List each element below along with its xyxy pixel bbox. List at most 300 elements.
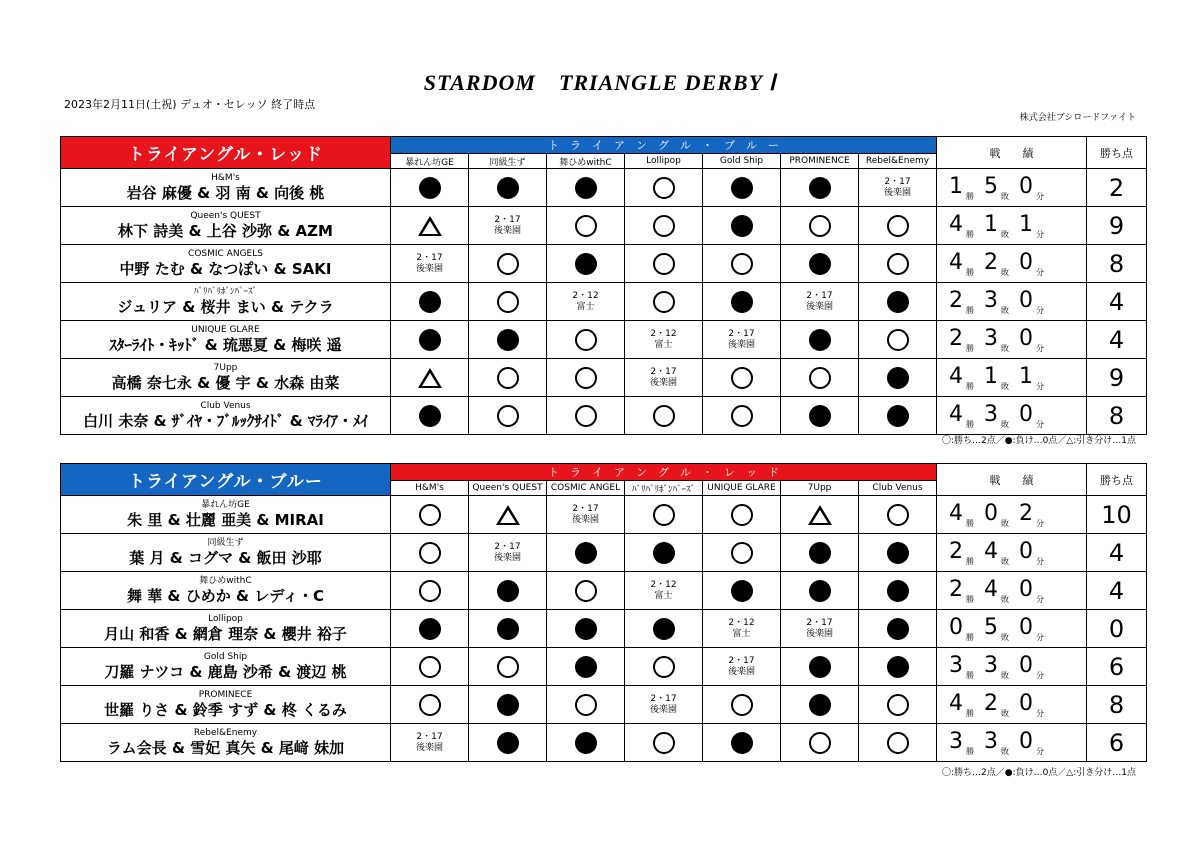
record-loss-count: 1 bbox=[984, 211, 998, 237]
result-cell bbox=[859, 207, 937, 245]
result-cell bbox=[391, 359, 469, 397]
win-circle-icon bbox=[497, 291, 519, 313]
loss-dot-icon bbox=[809, 580, 831, 602]
result-cell bbox=[625, 724, 703, 762]
match-date: 2・12 bbox=[572, 290, 599, 301]
scheduled-match bbox=[650, 367, 677, 389]
result-cell bbox=[859, 245, 937, 283]
record-draw-count: 0 bbox=[1019, 287, 1033, 313]
win-circle-icon bbox=[887, 504, 909, 526]
record-cell bbox=[937, 321, 1087, 359]
member-names: 白川 未奈 & ｻﾞｲﾔ・ﾌﾞﾙｯｸｻｲﾄﾞ & ﾏﾗｲｱ・ﾒｲ bbox=[83, 412, 368, 430]
scheduled-match bbox=[416, 253, 443, 275]
win-circle-icon bbox=[809, 367, 831, 389]
record-draw-label: 分 bbox=[1036, 556, 1044, 566]
result-cell bbox=[469, 359, 547, 397]
unit-name: Club Venus bbox=[200, 401, 251, 411]
points-value: 6 bbox=[1087, 648, 1147, 686]
match-date: 2・17 bbox=[806, 290, 833, 301]
record-win-count: 4 bbox=[949, 401, 963, 427]
match-date: 2・17 bbox=[650, 366, 677, 377]
loss-dot-icon bbox=[653, 618, 675, 640]
win-circle-icon bbox=[653, 405, 675, 427]
win-circle-icon bbox=[575, 367, 597, 389]
result-cell bbox=[547, 572, 625, 610]
member-names: 月山 和香 & 網倉 理奈 & 櫻井 裕子 bbox=[104, 625, 347, 643]
record-win-count: 2 bbox=[949, 287, 963, 313]
record-loss-label: 敗 bbox=[1001, 381, 1009, 391]
team-cell bbox=[61, 397, 391, 435]
match-venue: 後楽園 bbox=[805, 628, 833, 639]
result-cell bbox=[859, 572, 937, 610]
opponent-name: UNIQUE GLARE bbox=[703, 481, 781, 496]
win-circle-icon bbox=[731, 504, 753, 526]
record-draw-count: 2 bbox=[1019, 500, 1033, 526]
match-date: 2・12 bbox=[728, 617, 755, 628]
unit-name: 暴れん坊GE bbox=[201, 500, 250, 510]
team-cell bbox=[61, 572, 391, 610]
result-cell bbox=[781, 397, 859, 435]
opponent-name: Queen's QUEST bbox=[469, 481, 547, 496]
points-value: 10 bbox=[1087, 496, 1147, 534]
record-draw-label: 分 bbox=[1036, 518, 1044, 528]
win-circle-icon bbox=[887, 253, 909, 275]
scheduled-match bbox=[806, 291, 833, 313]
record-loss-count: 4 bbox=[984, 576, 998, 602]
record-draw-count: 0 bbox=[1019, 538, 1033, 564]
result-cell bbox=[391, 207, 469, 245]
loss-dot-icon bbox=[497, 329, 519, 351]
record-draw-label: 分 bbox=[1036, 343, 1044, 353]
loss-dot-icon bbox=[419, 177, 441, 199]
opponent-name: ﾊﾞﾘﾊﾞﾘﾎﾞﾝﾊﾞｰｽﾞ bbox=[625, 481, 703, 496]
win-circle-icon bbox=[653, 291, 675, 313]
result-cell bbox=[625, 572, 703, 610]
result-cell bbox=[625, 397, 703, 435]
record-win-label: 勝 bbox=[966, 419, 974, 429]
result-cell bbox=[469, 648, 547, 686]
win-circle-icon bbox=[653, 732, 675, 754]
record-win-label: 勝 bbox=[966, 670, 974, 680]
record-cell bbox=[937, 359, 1087, 397]
result-cell bbox=[547, 321, 625, 359]
member-names: 中野 たむ & なつぽい & SAKI bbox=[119, 260, 332, 278]
scheduled-match bbox=[650, 329, 676, 351]
match-date: 2・17 bbox=[416, 731, 443, 742]
result-cell bbox=[391, 283, 469, 321]
record-win-count: 4 bbox=[949, 249, 963, 275]
result-cell bbox=[859, 610, 937, 648]
opponent-name: COSMIC ANGEL bbox=[547, 481, 625, 496]
record-draw-count: 0 bbox=[1019, 173, 1033, 199]
win-circle-icon bbox=[497, 367, 519, 389]
result-cell bbox=[391, 572, 469, 610]
result-cell bbox=[781, 283, 859, 321]
loss-dot-icon bbox=[575, 177, 597, 199]
opponent-name: 舞ひめwithC bbox=[547, 154, 625, 169]
member-names: 舞 華 & ひめか & レディ・C bbox=[126, 587, 325, 605]
match-date: 2・17 bbox=[728, 655, 755, 666]
loss-dot-icon bbox=[575, 656, 597, 678]
record-draw-label: 分 bbox=[1036, 670, 1044, 680]
loss-dot-icon bbox=[809, 542, 831, 564]
page-title: STARDOM TRIANGLE DERBY Ⅰ bbox=[423, 70, 777, 95]
record-draw-count: 0 bbox=[1019, 728, 1033, 754]
result-cell bbox=[469, 207, 547, 245]
unit-name: Queen's QUEST bbox=[190, 211, 261, 221]
member-names: 世羅 りさ & 鈴季 すず & 柊 くるみ bbox=[104, 701, 347, 719]
result-cell bbox=[391, 397, 469, 435]
unit-name: UNIQUE GLARE bbox=[191, 325, 260, 335]
match-venue: 富士 bbox=[732, 628, 751, 639]
result-cell bbox=[469, 686, 547, 724]
record-loss-count: 4 bbox=[984, 538, 998, 564]
points-header: 勝ち点 bbox=[1087, 137, 1147, 169]
result-cell bbox=[625, 359, 703, 397]
team-cell bbox=[61, 534, 391, 572]
record-draw-label: 分 bbox=[1036, 746, 1044, 756]
win-circle-icon bbox=[575, 215, 597, 237]
result-cell bbox=[703, 207, 781, 245]
loss-dot-icon bbox=[575, 618, 597, 640]
loss-dot-icon bbox=[731, 291, 753, 313]
result-cell bbox=[703, 359, 781, 397]
win-circle-icon bbox=[887, 694, 909, 716]
result-cell bbox=[859, 496, 937, 534]
result-cell bbox=[469, 245, 547, 283]
result-cell bbox=[469, 169, 547, 207]
scheduled-match bbox=[728, 656, 755, 678]
record-draw-count: 1 bbox=[1019, 211, 1033, 237]
match-venue: 富士 bbox=[576, 301, 595, 312]
result-cell bbox=[391, 648, 469, 686]
win-circle-icon bbox=[653, 253, 675, 275]
result-cell bbox=[781, 534, 859, 572]
record-draw-label: 分 bbox=[1036, 305, 1044, 315]
result-cell bbox=[547, 359, 625, 397]
record-loss-count: 2 bbox=[984, 249, 998, 275]
result-cell bbox=[625, 496, 703, 534]
record-win-label: 勝 bbox=[966, 191, 974, 201]
record-cell bbox=[937, 572, 1087, 610]
match-date: 2・17 bbox=[806, 617, 833, 628]
record-win-count: 4 bbox=[949, 211, 963, 237]
scheduled-match bbox=[728, 329, 755, 351]
result-cell bbox=[703, 648, 781, 686]
result-cell bbox=[547, 648, 625, 686]
team-cell bbox=[61, 610, 391, 648]
draw-triangle-icon bbox=[418, 216, 442, 236]
result-cell bbox=[859, 359, 937, 397]
record-win-label: 勝 bbox=[966, 556, 974, 566]
team-row bbox=[61, 686, 1147, 724]
record-win-label: 勝 bbox=[966, 746, 974, 756]
loss-dot-icon bbox=[731, 732, 753, 754]
opponent-name: H&M's bbox=[391, 481, 469, 496]
win-circle-icon bbox=[731, 405, 753, 427]
match-venue: 後楽園 bbox=[727, 339, 755, 350]
win-circle-icon bbox=[731, 542, 753, 564]
record-win-count: 2 bbox=[949, 576, 963, 602]
result-cell bbox=[703, 283, 781, 321]
win-circle-icon bbox=[887, 732, 909, 754]
match-date: 2・12 bbox=[650, 328, 677, 339]
team-row bbox=[61, 283, 1147, 321]
win-circle-icon bbox=[887, 329, 909, 351]
team-row bbox=[61, 724, 1147, 762]
member-names: 岩谷 麻優 & 羽 南 & 向後 桃 bbox=[126, 184, 325, 202]
win-circle-icon bbox=[887, 215, 909, 237]
match-venue: 富士 bbox=[654, 339, 673, 350]
record-draw-count: 0 bbox=[1019, 401, 1033, 427]
result-cell bbox=[469, 397, 547, 435]
team-header: トライアングル・レッド bbox=[61, 137, 391, 169]
match-venue: 後楽園 bbox=[493, 225, 521, 236]
result-cell bbox=[703, 724, 781, 762]
record-cell bbox=[937, 610, 1087, 648]
record-win-label: 勝 bbox=[966, 518, 974, 528]
result-cell bbox=[859, 686, 937, 724]
record-draw-label: 分 bbox=[1036, 229, 1044, 239]
result-cell bbox=[547, 245, 625, 283]
unit-name: ﾊﾞﾘﾊﾞﾘﾎﾞﾝﾊﾞｰｽﾞ bbox=[193, 287, 257, 297]
win-circle-icon bbox=[419, 580, 441, 602]
record-draw-count: 0 bbox=[1019, 249, 1033, 275]
team-cell bbox=[61, 359, 391, 397]
standings-table-red bbox=[60, 136, 1147, 435]
company-name: 株式会社ブシロードファイト bbox=[1019, 113, 1136, 123]
win-circle-icon bbox=[653, 504, 675, 526]
result-cell bbox=[781, 496, 859, 534]
loss-dot-icon bbox=[575, 253, 597, 275]
record-win-count: 0 bbox=[949, 614, 963, 640]
loss-dot-icon bbox=[419, 291, 441, 313]
team-cell bbox=[61, 245, 391, 283]
loss-dot-icon bbox=[809, 253, 831, 275]
member-names: ｽﾀｰﾗｲﾄ・ｷｯﾄﾞ & 琉悪夏 & 梅咲 遥 bbox=[109, 336, 342, 354]
result-cell bbox=[547, 397, 625, 435]
record-loss-count: 1 bbox=[984, 363, 998, 389]
record-draw-label: 分 bbox=[1036, 594, 1044, 604]
record-loss-count: 0 bbox=[984, 500, 998, 526]
result-cell bbox=[859, 724, 937, 762]
draw-triangle-icon bbox=[496, 505, 520, 525]
member-names: 朱 里 & 壮麗 亜美 & MIRAI bbox=[127, 511, 324, 529]
record-loss-count: 3 bbox=[984, 728, 998, 754]
result-cell bbox=[859, 169, 937, 207]
record-draw-count: 0 bbox=[1019, 576, 1033, 602]
match-venue: 富士 bbox=[654, 590, 673, 601]
record-cell bbox=[937, 724, 1087, 762]
loss-dot-icon bbox=[497, 177, 519, 199]
record-win-label: 勝 bbox=[966, 229, 974, 239]
result-cell bbox=[781, 321, 859, 359]
loss-dot-icon bbox=[419, 329, 441, 351]
team-row bbox=[61, 245, 1147, 283]
points-value: 9 bbox=[1087, 359, 1147, 397]
member-names: 高橋 奈七永 & 優 宇 & 水森 由菜 bbox=[111, 374, 340, 392]
record-win-label: 勝 bbox=[966, 594, 974, 604]
result-cell bbox=[703, 534, 781, 572]
win-circle-icon bbox=[731, 253, 753, 275]
points-value: 4 bbox=[1087, 283, 1147, 321]
record-win-count: 1 bbox=[949, 173, 963, 199]
opponent-name: Rebel&Enemy bbox=[859, 154, 937, 169]
record-header: 戦 績 bbox=[937, 137, 1087, 169]
team-header: トライアングル・ブルー bbox=[61, 464, 391, 496]
opponent-banner: ト ラ イ ア ン グ ル ・ レ ッ ド bbox=[391, 464, 937, 481]
result-cell bbox=[391, 724, 469, 762]
result-cell bbox=[703, 321, 781, 359]
record-loss-label: 敗 bbox=[1001, 556, 1009, 566]
team-cell bbox=[61, 283, 391, 321]
match-date: 2・17 bbox=[572, 503, 599, 514]
win-circle-icon bbox=[419, 694, 441, 716]
win-circle-icon bbox=[497, 656, 519, 678]
record-header: 戦 績 bbox=[937, 464, 1087, 496]
result-cell bbox=[625, 610, 703, 648]
record-loss-label: 敗 bbox=[1001, 305, 1009, 315]
result-cell bbox=[547, 496, 625, 534]
record-loss-label: 敗 bbox=[1001, 343, 1009, 353]
team-row bbox=[61, 648, 1147, 686]
record-win-count: 2 bbox=[949, 538, 963, 564]
record-cell bbox=[937, 397, 1087, 435]
loss-dot-icon bbox=[887, 367, 909, 389]
team-row bbox=[61, 534, 1147, 572]
win-circle-icon bbox=[419, 504, 441, 526]
match-venue: 後楽園 bbox=[415, 742, 443, 753]
record-cell bbox=[937, 496, 1087, 534]
result-cell bbox=[469, 534, 547, 572]
team-cell bbox=[61, 686, 391, 724]
record-loss-count: 5 bbox=[984, 614, 998, 640]
result-cell bbox=[391, 169, 469, 207]
record-loss-label: 敗 bbox=[1001, 708, 1009, 718]
record-cell bbox=[937, 686, 1087, 724]
record-draw-label: 分 bbox=[1036, 419, 1044, 429]
win-circle-icon bbox=[419, 542, 441, 564]
points-value: 8 bbox=[1087, 397, 1147, 435]
loss-dot-icon bbox=[809, 694, 831, 716]
result-cell bbox=[625, 169, 703, 207]
record-win-count: 3 bbox=[949, 728, 963, 754]
win-circle-icon bbox=[731, 367, 753, 389]
result-cell bbox=[781, 648, 859, 686]
result-cell bbox=[859, 283, 937, 321]
scheduled-match bbox=[650, 580, 676, 602]
match-date: 2・17 bbox=[416, 252, 443, 263]
record-win-label: 勝 bbox=[966, 267, 974, 277]
result-cell bbox=[703, 572, 781, 610]
record-loss-count: 3 bbox=[984, 652, 998, 678]
result-cell bbox=[625, 283, 703, 321]
team-row bbox=[61, 321, 1147, 359]
scheduled-match bbox=[728, 618, 754, 640]
unit-name: PROMINECE bbox=[198, 690, 253, 700]
result-cell bbox=[469, 724, 547, 762]
member-names: 林下 詩美 & 上谷 沙弥 & AZM bbox=[118, 222, 333, 240]
result-cell bbox=[547, 283, 625, 321]
team-cell bbox=[61, 496, 391, 534]
result-cell bbox=[547, 534, 625, 572]
points-value: 8 bbox=[1087, 245, 1147, 283]
win-circle-icon bbox=[575, 405, 597, 427]
match-date: 2・17 bbox=[494, 214, 521, 225]
unit-name: 舞ひめwithC bbox=[199, 576, 252, 586]
team-row bbox=[61, 496, 1147, 534]
standings-table-blue bbox=[60, 463, 1147, 762]
match-date: 2・12 bbox=[650, 579, 677, 590]
draw-triangle-icon bbox=[808, 505, 832, 525]
win-circle-icon bbox=[731, 694, 753, 716]
result-cell bbox=[859, 648, 937, 686]
result-cell bbox=[625, 686, 703, 724]
header-row bbox=[61, 464, 1147, 481]
record-cell bbox=[937, 169, 1087, 207]
points-value: 6 bbox=[1087, 724, 1147, 762]
unit-name: H&M's bbox=[211, 173, 240, 183]
result-cell bbox=[625, 648, 703, 686]
points-value: 2 bbox=[1087, 169, 1147, 207]
unit-name: COSMIC ANGELS bbox=[188, 249, 263, 259]
record-draw-count: 0 bbox=[1019, 652, 1033, 678]
result-cell bbox=[703, 496, 781, 534]
record-loss-count: 3 bbox=[984, 325, 998, 351]
team-cell bbox=[61, 169, 391, 207]
scheduled-match bbox=[572, 504, 599, 526]
points-value: 8 bbox=[1087, 686, 1147, 724]
match-date: 2・17 bbox=[728, 328, 755, 339]
result-cell bbox=[781, 245, 859, 283]
record-draw-count: 0 bbox=[1019, 614, 1033, 640]
record-loss-label: 敗 bbox=[1001, 670, 1009, 680]
record-loss-label: 敗 bbox=[1001, 632, 1009, 642]
opponent-name: Lollipop bbox=[625, 154, 703, 169]
record-draw-label: 分 bbox=[1036, 267, 1044, 277]
win-circle-icon bbox=[575, 694, 597, 716]
loss-dot-icon bbox=[809, 405, 831, 427]
match-venue: 後楽園 bbox=[805, 301, 833, 312]
record-win-label: 勝 bbox=[966, 381, 974, 391]
record-draw-label: 分 bbox=[1036, 381, 1044, 391]
win-circle-icon bbox=[809, 732, 831, 754]
record-draw-label: 分 bbox=[1036, 708, 1044, 718]
record-cell bbox=[937, 245, 1087, 283]
result-cell bbox=[781, 169, 859, 207]
record-win-count: 4 bbox=[949, 500, 963, 526]
unit-name: Gold Ship bbox=[203, 652, 248, 662]
match-venue: 後楽園 bbox=[649, 704, 677, 715]
win-circle-icon bbox=[497, 405, 519, 427]
win-circle-icon bbox=[653, 177, 675, 199]
record-loss-label: 敗 bbox=[1001, 229, 1009, 239]
win-circle-icon bbox=[575, 329, 597, 351]
record-loss-count: 3 bbox=[984, 401, 998, 427]
unit-name: Rebel&Enemy bbox=[193, 728, 258, 738]
team-cell bbox=[61, 648, 391, 686]
result-cell bbox=[625, 245, 703, 283]
result-cell bbox=[703, 169, 781, 207]
loss-dot-icon bbox=[497, 580, 519, 602]
result-cell bbox=[469, 283, 547, 321]
record-loss-label: 敗 bbox=[1001, 191, 1009, 201]
loss-dot-icon bbox=[497, 618, 519, 640]
record-draw-count: 0 bbox=[1019, 690, 1033, 716]
record-loss-count: 3 bbox=[984, 287, 998, 313]
match-date: 2・17 bbox=[494, 541, 521, 552]
match-venue: 後楽園 bbox=[649, 377, 677, 388]
